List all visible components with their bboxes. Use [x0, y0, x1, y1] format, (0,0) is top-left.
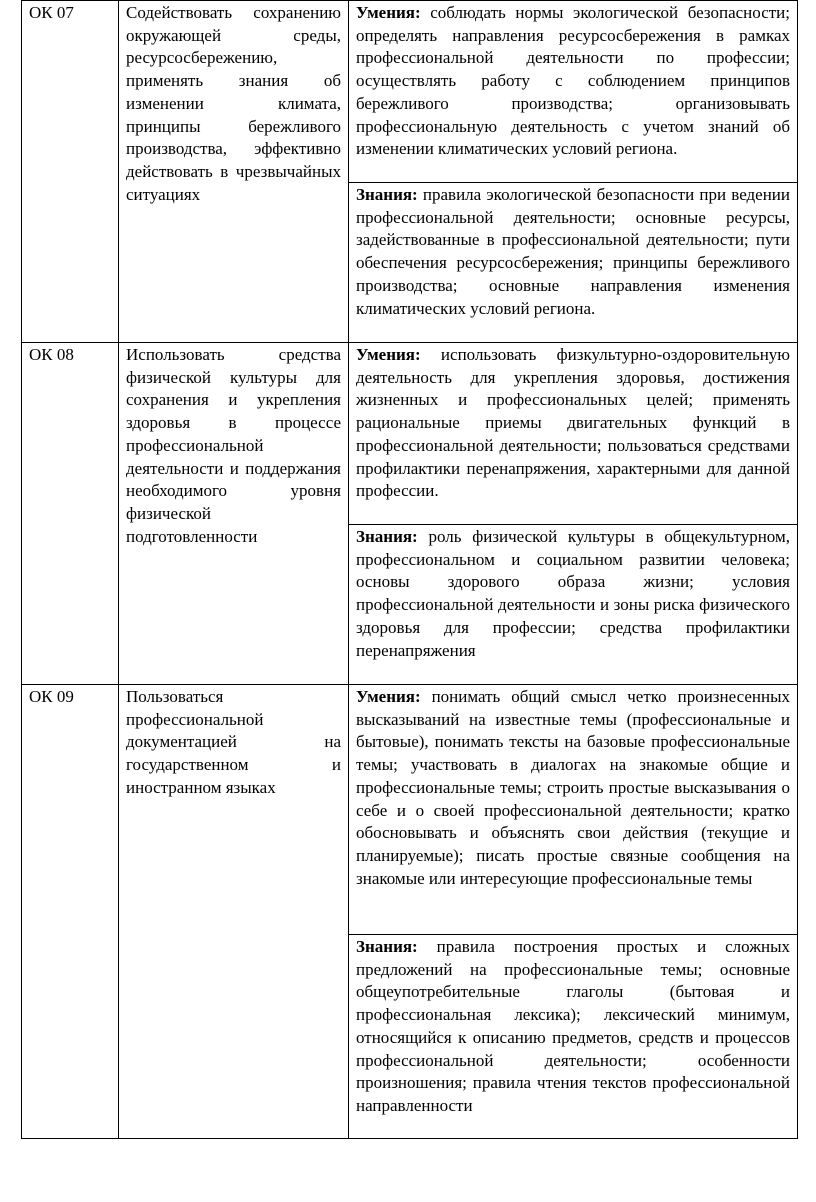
- knowledge-label: Знания:: [356, 527, 418, 546]
- skills-text: понимать общий смысл четко произнесенных высказываний на известные темы (профессиональные и бытовые), понимать тексты на базовые профессиональные темы; участвовать в диалогах на знакомые общие и профессиональные темы; строить простые высказывания о себе и о своей профессиональной деятельности; кратко обосновывать и объяснять свои действия (текущие и планируемые); писать простые связные сообщения на знакомые или интересующие профессиональные темы: [356, 687, 790, 888]
- knowledge-text: правила экологической безопасности при ведении профессиональной деятельности; основные ресурсы, задействованные в профессиональной деятельности; пути обеспечения ресурсосбережения; принципы бережливого производства; основные направления изменения климатических условий региона.: [356, 185, 791, 318]
- knowledge-text: правила построения простых и сложных предложений на профессиональные темы; основные общеупотребительные глаголы (бытовая и профессиональная лексика); лексический минимум, относящийся к описанию предметов, средств и процессов профессиональной деятельности; особенности произношения; правила чтения текстов профессиональной направленности: [356, 937, 791, 1115]
- competence-name: Содействовать сохранению окружающей среды, ресурсосбережению, применять знания об изменении климата, принципы бережливого производства, эффективно действовать в чрезвычайных ситуациях: [119, 1, 349, 343]
- knowledge-cell: [349, 525, 798, 685]
- competence-name: Использовать средства физической культуры для сохранения и укрепления здоровья в процессе профессиональной деятельности и поддержания необходимого уровня физической подготовленности: [119, 343, 349, 685]
- skills-text: соблюдать нормы экологической безопасности; определять направления ресурсосбережения в рамках профессиональной деятельности по профессии; осуществлять работу с соблюдением принципов бережливого производства; организовывать профессиональную деятельность с учетом знаний об изменении климатических условий региона.: [356, 3, 790, 159]
- skills-label: Умения:: [356, 687, 421, 706]
- skills-label: Умения:: [356, 3, 421, 22]
- skills-cell: [349, 343, 798, 525]
- skills-cell: [349, 1, 798, 183]
- competence-code: ОК 07: [22, 1, 119, 343]
- skills-cell: [349, 685, 798, 935]
- table-row: [22, 1, 798, 183]
- knowledge-cell: [349, 183, 798, 343]
- skills-label: Умения:: [356, 345, 421, 364]
- knowledge-text: роль физической культуры в общекультурном, профессиональном и социальном развитии человека; основы здорового образа жизни; условия профессиональной деятельности и зоны риска физического здоровья для профессии; средства профилактики перенапряжения: [356, 527, 790, 660]
- knowledge-cell: [349, 935, 798, 1139]
- knowledge-label: Знания:: [356, 937, 418, 956]
- table-row: [22, 343, 798, 525]
- knowledge-label: Знания:: [356, 185, 418, 204]
- skills-text: использовать физкультурно-оздоровительную деятельность для укрепления здоровья, достижения жизненных и профессиональных целей; применять рациональные приемы двигательных функций в профессиональной деятельности; пользоваться средствами профилактики перенапряжения, характерными для данной профессии.: [356, 345, 790, 501]
- competence-code: ОК 08: [22, 343, 119, 685]
- table-row: [22, 685, 798, 935]
- competences-table: [21, 0, 798, 1139]
- competence-code: ОК 09: [22, 685, 119, 1139]
- competence-name: Пользоваться профессиональной документацией на государственном и иностранном языках: [119, 685, 349, 1139]
